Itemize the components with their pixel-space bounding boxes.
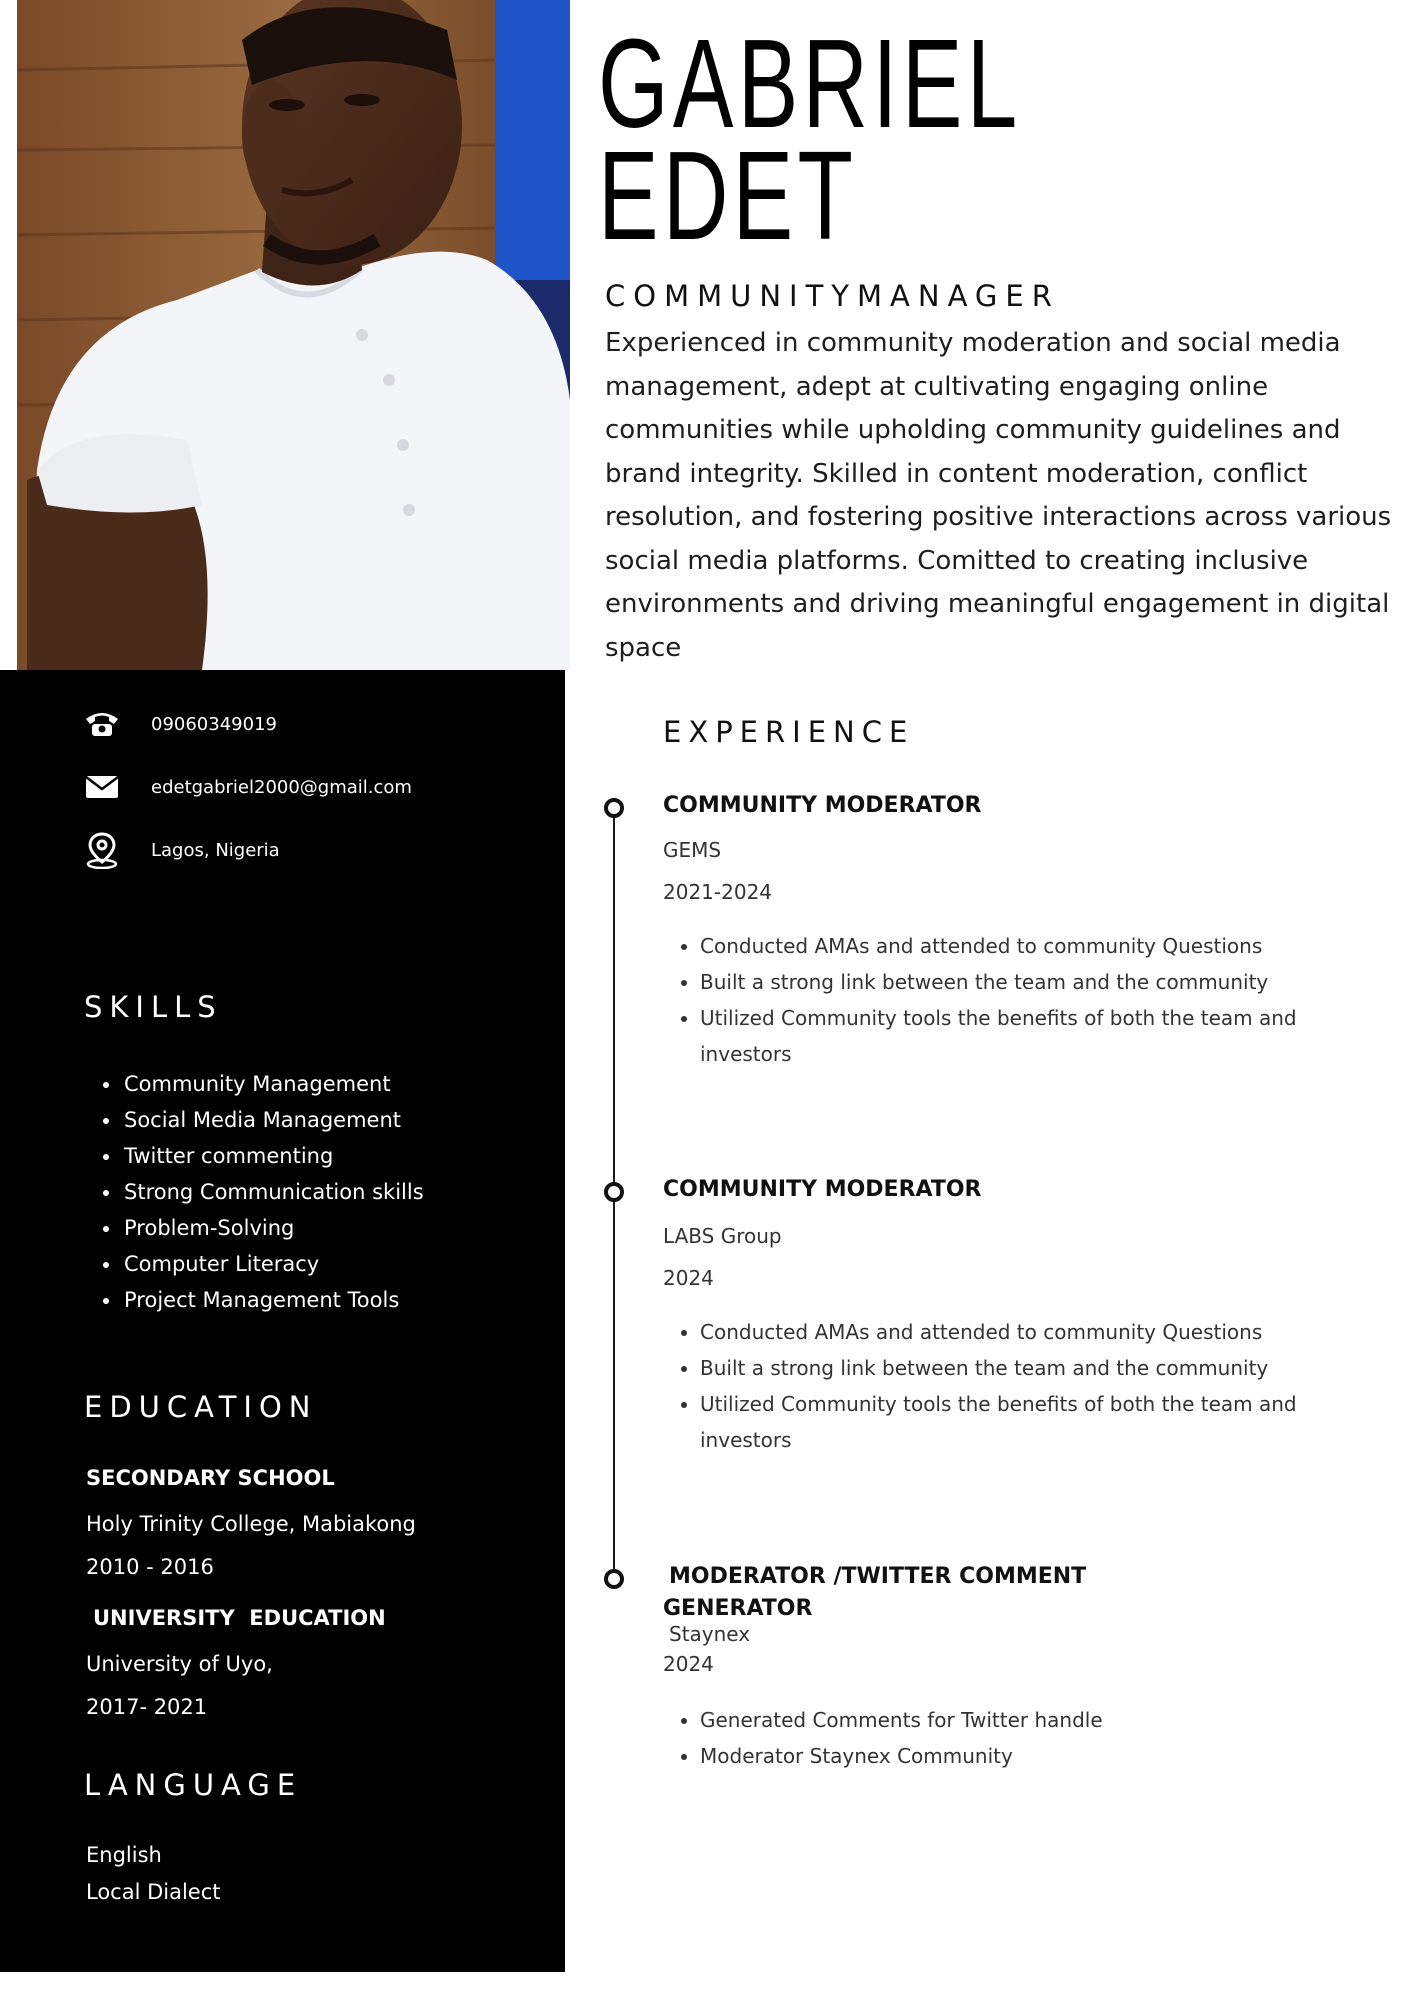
candidate-name (598, 13, 1022, 266)
education-years: 2017- 2021 (86, 1695, 208, 1719)
timeline-dot (604, 1182, 624, 1202)
education-heading: EDUCATION (84, 1390, 318, 1424)
list-item: • Moderator Staynex Community (700, 1738, 1340, 1774)
list-item: • Conducted AMAs and attended to community Questions (700, 1314, 1340, 1350)
education-years: 2010 - 2016 (86, 1555, 214, 1579)
job-years: 2024 (663, 1266, 714, 1290)
language-heading: LANGUAGE (84, 1768, 303, 1802)
job-years: 2024 (663, 1652, 714, 1676)
timeline-dot (604, 1569, 624, 1589)
job-years: 2021-2024 (663, 880, 773, 904)
first-name: GABRIEL (598, 13, 1022, 154)
profile-summary: Experienced in community moderation and social media management, adept at cultivating engaging online communities while upholding community guidelines and brand integrity. Skilled in content moderation, conflict resolution, and fostering positive interactions across various social media platforms. Comitted to creating inclusive environments and driving meaningful engagement in digital space (605, 328, 1392, 663)
job-company: Staynex (669, 1622, 751, 1646)
job-bullets (678, 928, 1340, 1072)
job-role: COMMUNITY MODERATOR (663, 1177, 982, 1202)
list-item: • Generated Comments for Twitter handle (700, 1702, 1340, 1738)
education-school: University of Uyo, (86, 1652, 273, 1676)
phone-icon (83, 707, 121, 741)
job-role: COMMUNITY MODERATOR (663, 793, 982, 818)
job-title: COMMUNITYMANAGER (605, 279, 1060, 313)
list-item: • Strong Communication skills (122, 1174, 424, 1210)
job-role: MODERATOR /TWITTER COMMENT (669, 1564, 1087, 1589)
experience-heading: EXPERIENCE (663, 715, 915, 749)
job-bullets (678, 1702, 1340, 1774)
list-item: • Problem-Solving (122, 1210, 424, 1246)
email-address[interactable]: edetgabriel2000@gmail.com (151, 776, 412, 798)
contact-location (83, 833, 280, 867)
list-item: • Utilized Community tools the benefits of both the team and investors (700, 1000, 1340, 1072)
education-school: Holy Trinity College, Mabiakong (86, 1512, 416, 1536)
education-title: UNIVERSITY EDUCATION (93, 1606, 386, 1630)
skills-heading: SKILLS (84, 990, 223, 1024)
profile-photo (17, 0, 570, 670)
last-name: EDET (598, 125, 858, 266)
list-item: • Built a strong link between the team and the community (700, 964, 1340, 1000)
list-item: • Built a strong link between the team and the community (700, 1350, 1340, 1386)
skills-list (100, 1066, 424, 1318)
list-item: • Utilized Community tools the benefits of both the team and investors (700, 1386, 1340, 1458)
timeline-dot (604, 798, 624, 818)
job-role-continued: GENERATOR (663, 1596, 813, 1621)
list-item: • Twitter commenting (122, 1138, 424, 1174)
location-text: Lagos, Nigeria (151, 839, 280, 861)
education-title: SECONDARY SCHOOL (86, 1466, 335, 1490)
job-bullets (678, 1314, 1340, 1458)
list-item: • Social Media Management (122, 1102, 424, 1138)
location-pin-icon (83, 833, 121, 867)
list-item: • Computer Literacy (122, 1246, 424, 1282)
contact-phone (83, 707, 277, 741)
list-item: • Community Management (122, 1066, 424, 1102)
language-item: Local Dialect (86, 1880, 221, 1904)
job-company: LABS Group (663, 1224, 782, 1248)
phone-number[interactable]: 09060349019 (151, 713, 277, 735)
language-item: English (86, 1843, 162, 1867)
contact-email (83, 770, 412, 804)
list-item: • Project Management Tools (122, 1282, 424, 1318)
job-company: GEMS (663, 838, 722, 862)
mail-icon (83, 770, 121, 804)
profile-photo-illustration (17, 0, 570, 670)
list-item: • Conducted AMAs and attended to community Questions (700, 928, 1340, 964)
